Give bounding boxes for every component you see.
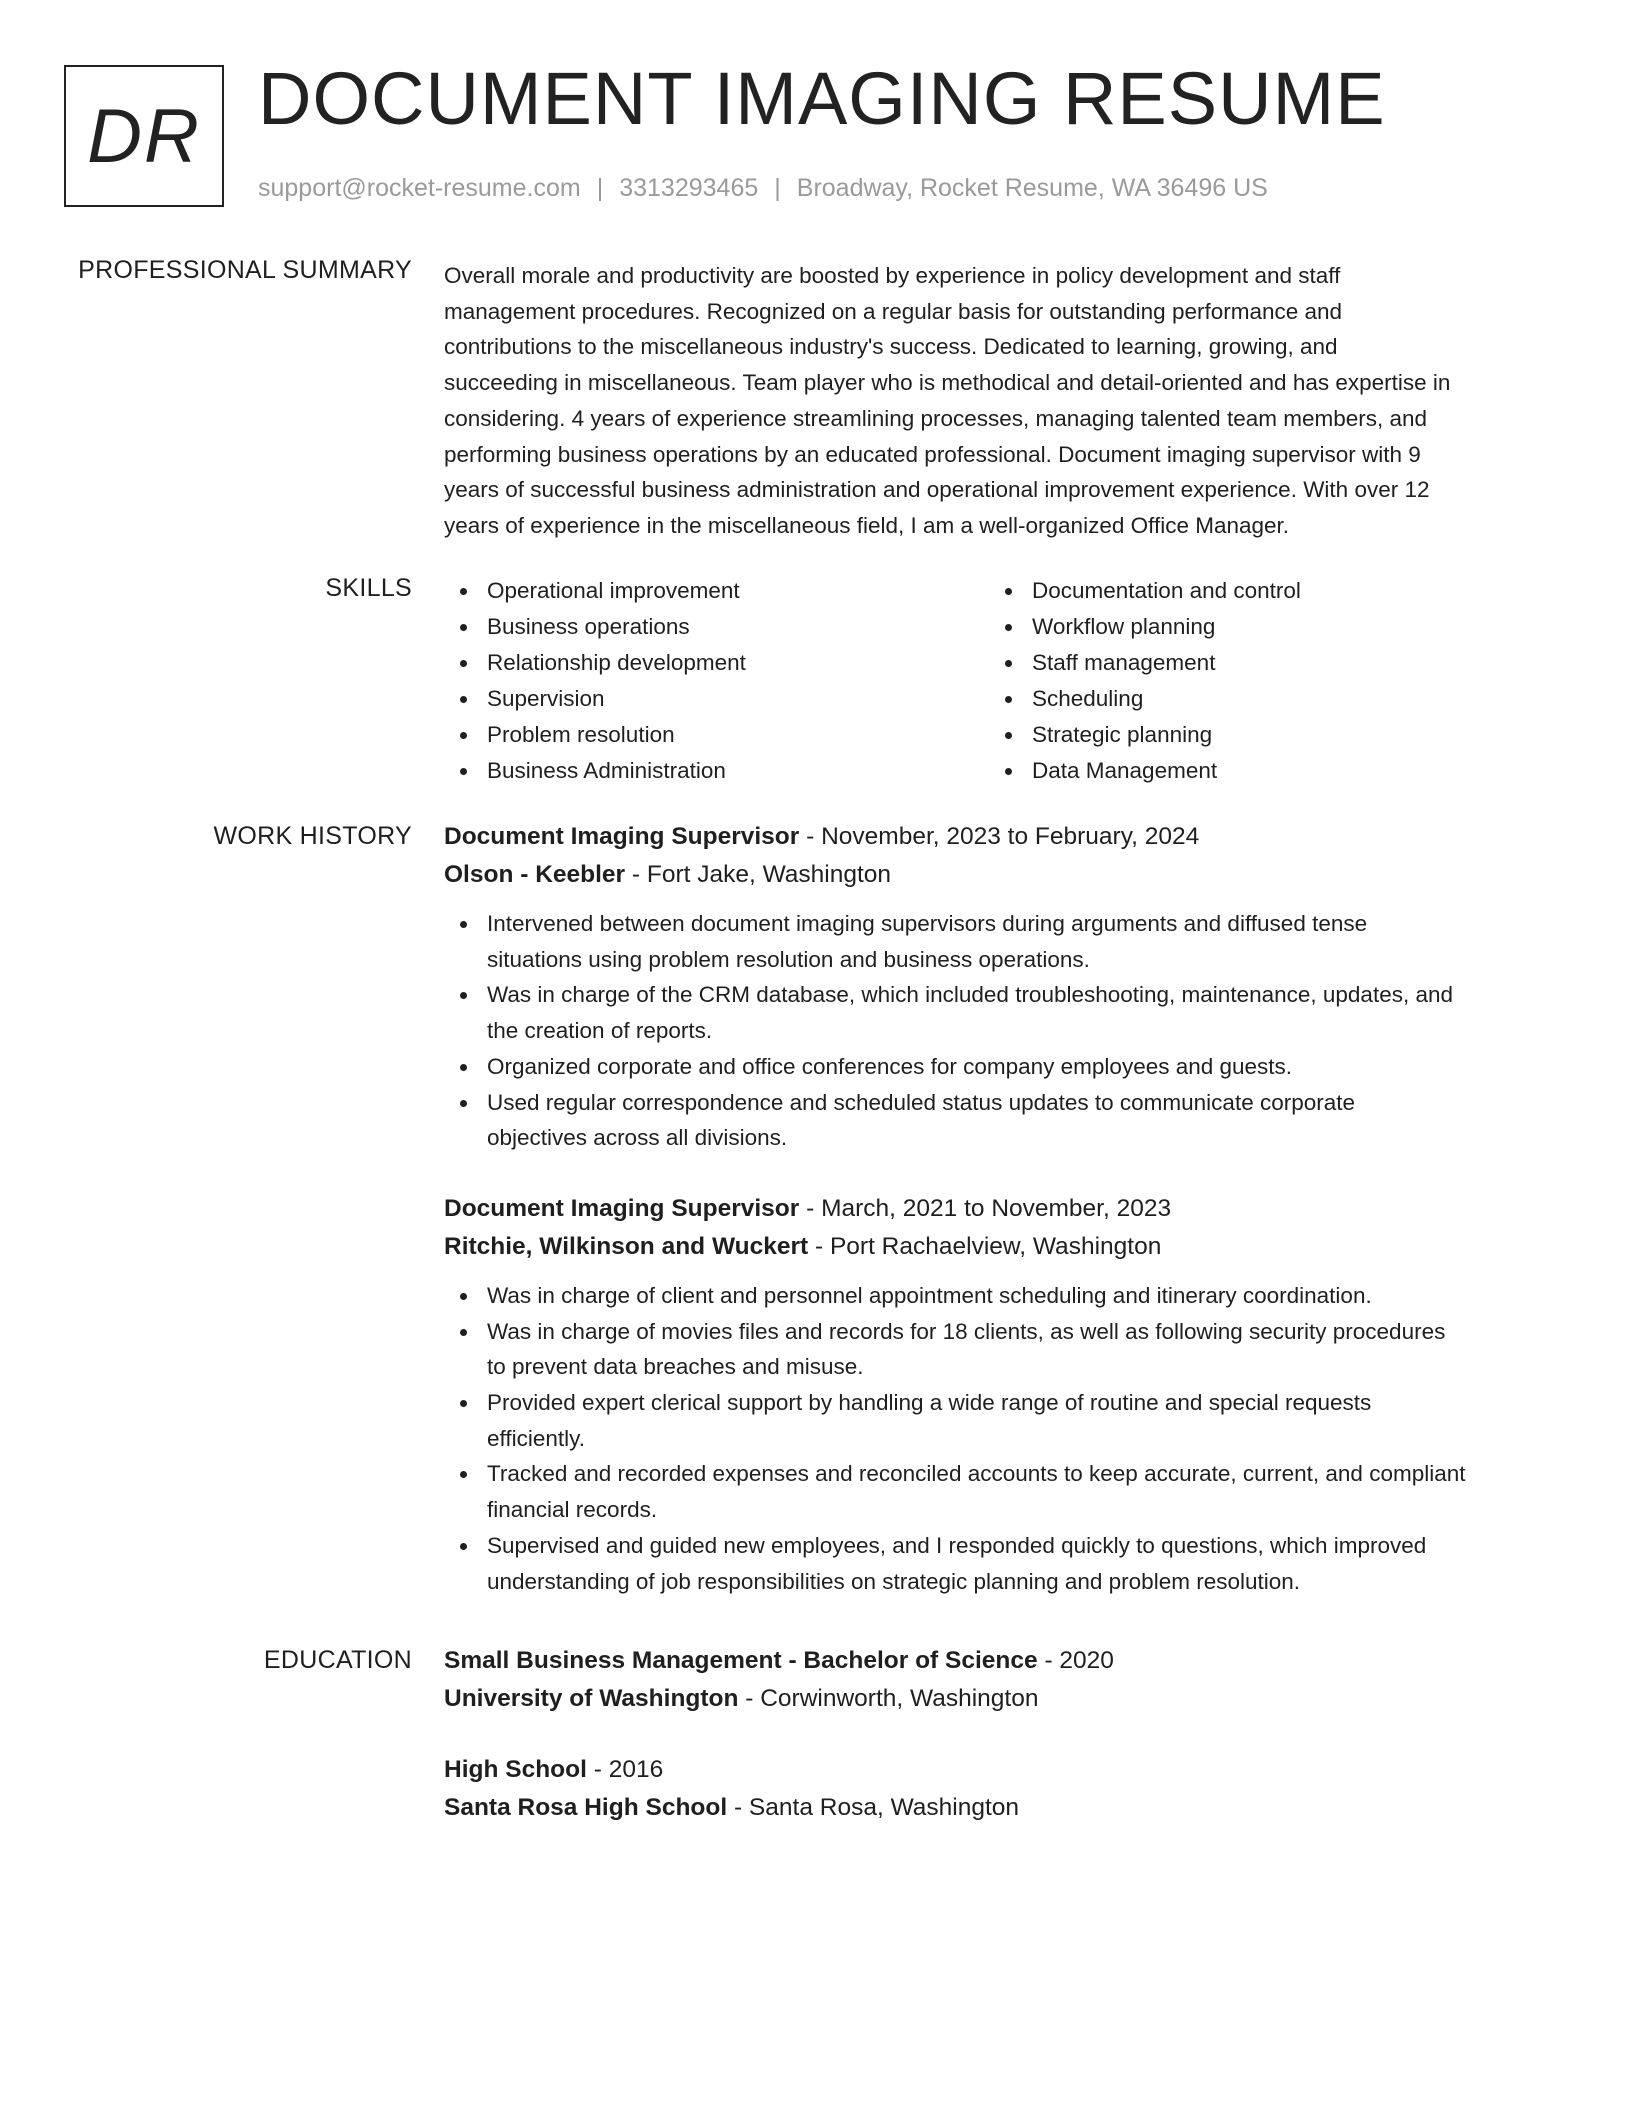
skill-item: Supervision (444, 681, 989, 717)
job-bullet (444, 1314, 1559, 1385)
summary-line: considering. 4 years of experience streamlining processes, managing talented team members, and (444, 405, 1428, 431)
summary-line: performing business operations by an educated professional. Document imaging supervisor with 9 (444, 441, 1421, 467)
bullet-line: Tracked and recorded expenses and reconciled accounts to keep accurate, current, and compliant (487, 1461, 1466, 1487)
job-bullet-list (444, 1278, 1559, 1599)
skills-list-left (444, 573, 989, 789)
education-entry (444, 1751, 1559, 1827)
skills-body (444, 573, 1559, 789)
bullet-line: Was in charge of the CRM database, which included troubleshooting, maintenance, updates, and (487, 982, 1454, 1008)
contact-address: Broadway, Rocket Resume, WA 36496 US (796, 174, 1268, 202)
job-bullet (444, 977, 1559, 1048)
summary-heading: PROFESSIONAL SUMMARY (78, 256, 412, 284)
summary-line: contributions to the miscellaneous industry's success. Dedicated to learning, growing, and (444, 334, 1338, 360)
bullet-line: financial records. (487, 1497, 658, 1523)
bullet-line: Provided expert clerical support by handling a wide range of routine and special requests (487, 1390, 1372, 1416)
education-year: - 2016 (586, 1756, 664, 1783)
skill-item: Scheduling (989, 681, 1534, 717)
job-bullet-list (444, 906, 1559, 1156)
job-dates: - November, 2023 to February, 2024 (799, 823, 1200, 850)
skill-item: Strategic planning (989, 717, 1534, 753)
education-entry (444, 1642, 1559, 1718)
bullet-line: Was in charge of client and personnel appointment scheduling and itinerary coordination. (487, 1282, 1372, 1308)
education-body (444, 1642, 1559, 1827)
bullet-line: the creation of reports. (487, 1018, 713, 1044)
job-bullet (444, 1456, 1559, 1527)
job-title-line (444, 1190, 1559, 1228)
job-company-line (444, 1228, 1559, 1266)
job-bullet (444, 1528, 1559, 1599)
work-history-body (444, 818, 1559, 1599)
contact-phone: 3313293465 (619, 174, 759, 202)
skill-item: Business operations (444, 609, 989, 645)
bullet-line: efficiently. (487, 1425, 585, 1451)
bullet-line: Supervised and guided new employees, and I responded quickly to questions, which improved (487, 1532, 1427, 1558)
summary-line: Overall morale and productivity are boosted by experience in policy development and staff (444, 263, 1341, 288)
job-dates: - March, 2021 to November, 2023 (799, 1194, 1172, 1222)
job-bullet (444, 1049, 1559, 1085)
bullet-line: to prevent data breaches and misuse. (487, 1354, 864, 1380)
bullet-line: objectives across all divisions. (487, 1125, 788, 1151)
job-title-line (444, 818, 1559, 856)
skill-item: Relationship development (444, 645, 989, 681)
job-title: Document Imaging Supervisor (444, 1194, 800, 1222)
education-degree: Small Business Management - Bachelor of Science (444, 1647, 1038, 1674)
job-bullet (444, 906, 1559, 977)
education-degree-line (444, 1751, 1559, 1789)
education-school-line (444, 1680, 1559, 1718)
job-company: Ritchie, Wilkinson and Wuckert (444, 1232, 809, 1260)
education-location: - Corwinworth, Washington (738, 1685, 1039, 1712)
education-school-line (444, 1789, 1559, 1827)
bullet-line: situations using problem resolution and business operations. (487, 946, 1090, 972)
contact-separator: | (774, 174, 781, 202)
summary-body (444, 258, 1559, 544)
job-entry (444, 818, 1559, 1156)
skill-item: Workflow planning (989, 609, 1534, 645)
bullet-line: Organized corporate and office conferences for company employees and guests. (487, 1053, 1293, 1079)
skills-list-right (989, 573, 1534, 789)
summary-line: years of successful business administration and operational improvement experience. With over 12 (444, 477, 1430, 503)
job-bullet (444, 1085, 1559, 1156)
job-title: Document Imaging Supervisor (444, 823, 800, 850)
job-bullet (444, 1278, 1559, 1314)
skill-item: Documentation and control (989, 573, 1534, 609)
contact-separator: | (596, 174, 604, 202)
monogram-badge (64, 65, 224, 207)
skill-item: Staff management (989, 645, 1534, 681)
job-entry (444, 1190, 1559, 1599)
job-location: - Port Rachaelview, Washington (808, 1232, 1162, 1260)
bullet-line: Was in charge of movies files and records for 18 clients, as well as following security procedures (487, 1318, 1446, 1344)
summary-line: succeeding in miscellaneous. Team player who is methodical and detail-oriented and has expertise in (444, 370, 1451, 396)
summary-paragraph (444, 258, 1559, 544)
education-degree-line (444, 1642, 1559, 1680)
skills-heading: SKILLS (325, 574, 412, 602)
education-location: - Santa Rosa, Washington (727, 1794, 1020, 1821)
resume-title: DOCUMENT IMAGING RESUME (258, 57, 1386, 140)
bullet-line: Intervened between document imaging supervisors during arguments and diffused tense (487, 911, 1368, 936)
education-degree: High School (444, 1756, 587, 1783)
contact-line (258, 174, 1268, 203)
education-year: - 2020 (1037, 1647, 1114, 1674)
monogram-initials: DR (87, 93, 201, 179)
summary-line: years of experience in the miscellaneous field, I am a well-organized Office Manager. (444, 512, 1290, 538)
education-school: Santa Rosa High School (444, 1794, 728, 1821)
skill-item: Operational improvement (444, 573, 989, 609)
bullet-line: understanding of job responsibilities on strategic planning and problem resolution. (487, 1568, 1301, 1594)
summary-line: management procedures. Recognized on a regular basis for outstanding performance and (444, 298, 1343, 324)
education-heading: EDUCATION (263, 1646, 412, 1674)
skill-item: Data Management (989, 753, 1534, 789)
job-location: - Fort Jake, Washington (625, 861, 892, 888)
job-company: Olson - Keebler (444, 861, 626, 888)
bullet-line: Used regular correspondence and scheduled status updates to communicate corporate (487, 1089, 1356, 1115)
skill-item: Business Administration (444, 753, 989, 789)
job-bullet (444, 1385, 1559, 1456)
job-company-line (444, 856, 1559, 894)
education-school: University of Washington (444, 1685, 739, 1712)
contact-email: support@rocket-resume.com (258, 174, 581, 202)
skill-item: Problem resolution (444, 717, 989, 753)
work-history-heading: WORK HISTORY (213, 822, 412, 850)
